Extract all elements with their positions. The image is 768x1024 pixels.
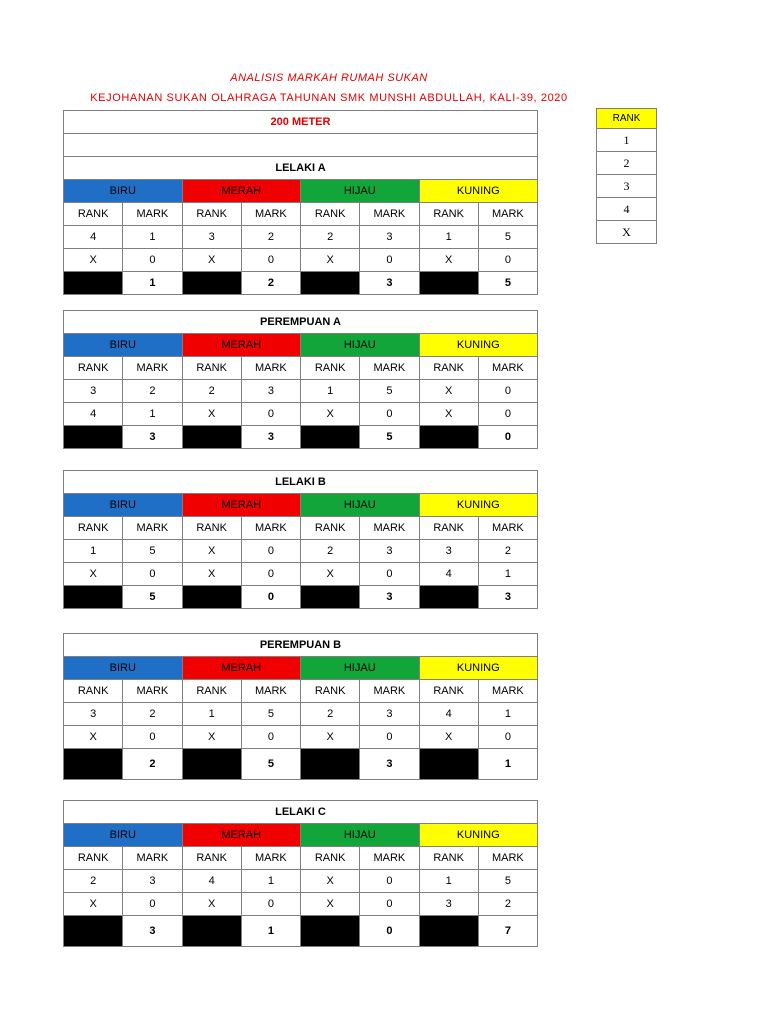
house-header-merah: MERAH <box>182 334 301 357</box>
mark-column-header: MARK <box>123 517 182 540</box>
rank-cell: X <box>182 540 241 563</box>
total-spacer <box>419 272 478 295</box>
mark-column-header: MARK <box>123 847 182 870</box>
rank-column-header: RANK <box>301 847 360 870</box>
rank-legend-table <box>596 108 657 244</box>
total-hijau: 3 <box>360 272 419 295</box>
rank-column-header: RANK <box>182 517 241 540</box>
rank-cell: 2 <box>182 380 241 403</box>
mark-cell: 0 <box>360 403 419 426</box>
mark-column-header: MARK <box>241 847 300 870</box>
mark-cell: 1 <box>123 226 182 249</box>
total-merah: 2 <box>241 272 300 295</box>
rank-cell: X <box>419 726 478 749</box>
house-header-kuning: KUNING <box>419 180 538 203</box>
rank-legend-item: 1 <box>597 129 657 152</box>
house-header-hijau: HIJAU <box>301 494 420 517</box>
house-header-kuning: KUNING <box>419 494 538 517</box>
house-header-kuning: KUNING <box>419 824 538 847</box>
rank-column-header: RANK <box>301 680 360 703</box>
table-row <box>64 226 538 249</box>
mark-cell: 2 <box>478 893 537 916</box>
mark-cell: 5 <box>360 380 419 403</box>
mark-column-header: MARK <box>360 847 419 870</box>
section-sheet <box>63 110 538 295</box>
house-header-biru: BIRU <box>64 657 183 680</box>
rank-cell: 4 <box>419 563 478 586</box>
mark-cell: 5 <box>478 226 537 249</box>
rank-cell: 2 <box>64 870 123 893</box>
rank-cell: X <box>64 893 123 916</box>
rank-column-header: RANK <box>419 847 478 870</box>
house-header-merah: MERAH <box>182 180 301 203</box>
mark-column-header: MARK <box>241 680 300 703</box>
mark-cell: 0 <box>360 249 419 272</box>
mark-cell: 3 <box>360 226 419 249</box>
house-header-biru: BIRU <box>64 180 183 203</box>
category-title: LELAKI A <box>64 157 538 180</box>
rank-cell: 4 <box>64 403 123 426</box>
section-sheet <box>63 470 538 609</box>
total-kuning: 5 <box>478 272 537 295</box>
total-spacer <box>182 916 241 947</box>
mark-column-header: MARK <box>241 203 300 226</box>
mark-cell: 0 <box>360 563 419 586</box>
mark-cell: 0 <box>360 870 419 893</box>
mark-cell: 2 <box>123 380 182 403</box>
table-row <box>64 893 538 916</box>
table-row <box>64 380 538 403</box>
mark-cell: 0 <box>478 249 537 272</box>
mark-column-header: MARK <box>478 517 537 540</box>
total-spacer <box>64 749 123 780</box>
mark-cell: 0 <box>123 726 182 749</box>
mark-column-header: MARK <box>123 680 182 703</box>
mark-column-header: MARK <box>241 517 300 540</box>
table-row <box>64 540 538 563</box>
total-spacer <box>419 749 478 780</box>
mark-cell: 1 <box>478 703 537 726</box>
rank-cell: 3 <box>419 893 478 916</box>
section-sheet <box>63 310 538 449</box>
mark-column-header: MARK <box>478 357 537 380</box>
category-title: LELAKI C <box>64 801 538 824</box>
rank-cell: X <box>64 249 123 272</box>
total-merah: 1 <box>241 916 300 947</box>
rank-cell: 2 <box>301 540 360 563</box>
house-header-hijau: HIJAU <box>301 334 420 357</box>
house-header-kuning: KUNING <box>419 334 538 357</box>
house-header-biru: BIRU <box>64 494 183 517</box>
mark-cell: 5 <box>123 540 182 563</box>
mark-cell: 3 <box>241 380 300 403</box>
total-spacer <box>64 426 123 449</box>
rank-column-header: RANK <box>64 203 123 226</box>
rank-cell: X <box>301 726 360 749</box>
mark-column-header: MARK <box>360 517 419 540</box>
rank-cell: 4 <box>182 870 241 893</box>
section-table <box>63 110 538 295</box>
total-spacer <box>301 426 360 449</box>
mark-cell: 0 <box>360 726 419 749</box>
rank-column-header: RANK <box>301 517 360 540</box>
total-kuning: 1 <box>478 749 537 780</box>
mark-column-header: MARK <box>360 357 419 380</box>
rank-cell: 1 <box>64 540 123 563</box>
category-title: PEREMPUAN B <box>64 634 538 657</box>
rank-cell: X <box>301 249 360 272</box>
rank-column-header: RANK <box>64 357 123 380</box>
total-merah: 3 <box>241 426 300 449</box>
total-biru: 3 <box>123 426 182 449</box>
mark-cell: 0 <box>478 380 537 403</box>
mark-cell: 0 <box>241 540 300 563</box>
rank-legend-item: 2 <box>597 152 657 175</box>
mark-column-header: MARK <box>360 680 419 703</box>
total-hijau: 5 <box>360 426 419 449</box>
rank-cell: 3 <box>64 380 123 403</box>
mark-cell: 0 <box>241 893 300 916</box>
total-spacer <box>419 426 478 449</box>
report-subtitle: KEJOHANAN SUKAN OLAHRAGA TAHUNAN SMK MUNSHI ABDULLAH, KALI-39, 2020 <box>90 92 568 104</box>
rank-legend-header: RANK <box>597 109 657 129</box>
rank-cell: X <box>64 726 123 749</box>
rank-column-header: RANK <box>64 517 123 540</box>
total-biru: 2 <box>123 749 182 780</box>
total-spacer <box>182 749 241 780</box>
total-spacer <box>64 916 123 947</box>
rank-cell: X <box>182 249 241 272</box>
total-spacer <box>64 272 123 295</box>
category-title: LELAKI B <box>64 471 538 494</box>
rank-column-header: RANK <box>301 203 360 226</box>
total-kuning: 7 <box>478 916 537 947</box>
mark-column-header: MARK <box>241 357 300 380</box>
mark-cell: 1 <box>123 403 182 426</box>
rank-column-header: RANK <box>419 357 478 380</box>
table-row <box>64 249 538 272</box>
rank-column-header: RANK <box>64 847 123 870</box>
mark-cell: 3 <box>360 703 419 726</box>
blank-row <box>64 134 538 157</box>
total-hijau: 3 <box>360 749 419 780</box>
rank-cell: X <box>301 893 360 916</box>
total-spacer <box>64 586 123 609</box>
mark-cell: 2 <box>241 226 300 249</box>
mark-column-header: MARK <box>478 203 537 226</box>
table-row <box>64 403 538 426</box>
total-hijau: 3 <box>360 586 419 609</box>
mark-cell: 0 <box>360 893 419 916</box>
rank-cell: 3 <box>419 540 478 563</box>
mark-cell: 1 <box>478 563 537 586</box>
rank-cell: 1 <box>419 226 478 249</box>
rank-column-header: RANK <box>182 847 241 870</box>
mark-column-header: MARK <box>123 357 182 380</box>
total-merah: 5 <box>241 749 300 780</box>
house-header-merah: MERAH <box>182 824 301 847</box>
mark-column-header: MARK <box>123 203 182 226</box>
mark-column-header: MARK <box>478 847 537 870</box>
table-row <box>64 726 538 749</box>
total-spacer <box>419 586 478 609</box>
total-merah: 0 <box>241 586 300 609</box>
rank-cell: 1 <box>182 703 241 726</box>
mark-cell: 5 <box>241 703 300 726</box>
rank-cell: 1 <box>419 870 478 893</box>
rank-cell: X <box>182 563 241 586</box>
rank-column-header: RANK <box>182 680 241 703</box>
rank-cell: X <box>301 563 360 586</box>
rank-column-header: RANK <box>64 680 123 703</box>
section-table <box>63 310 538 449</box>
mark-cell: 0 <box>478 403 537 426</box>
mark-cell: 0 <box>241 249 300 272</box>
mark-cell: 1 <box>241 870 300 893</box>
total-spacer <box>182 426 241 449</box>
total-biru: 5 <box>123 586 182 609</box>
rank-cell: X <box>419 380 478 403</box>
rank-cell: X <box>182 726 241 749</box>
table-row <box>64 870 538 893</box>
rank-cell: X <box>64 563 123 586</box>
rank-cell: X <box>301 403 360 426</box>
total-kuning: 3 <box>478 586 537 609</box>
mark-cell: 2 <box>478 540 537 563</box>
mark-cell: 0 <box>241 563 300 586</box>
section-table <box>63 633 538 780</box>
total-spacer <box>301 916 360 947</box>
house-header-biru: BIRU <box>64 824 183 847</box>
table-row <box>64 703 538 726</box>
rank-cell: 4 <box>64 226 123 249</box>
section-sheet <box>63 800 538 947</box>
house-header-hijau: HIJAU <box>301 824 420 847</box>
rank-cell: X <box>419 403 478 426</box>
rank-column-header: RANK <box>419 203 478 226</box>
mark-cell: 3 <box>123 870 182 893</box>
total-spacer <box>182 586 241 609</box>
total-hijau: 0 <box>360 916 419 947</box>
total-kuning: 0 <box>478 426 537 449</box>
total-spacer <box>419 916 478 947</box>
mark-cell: 2 <box>123 703 182 726</box>
mark-column-header: MARK <box>478 680 537 703</box>
house-header-hijau: HIJAU <box>301 657 420 680</box>
house-header-biru: BIRU <box>64 334 183 357</box>
rank-cell: 3 <box>64 703 123 726</box>
rank-cell: X <box>182 893 241 916</box>
rank-cell: X <box>419 249 478 272</box>
rank-cell: 2 <box>301 703 360 726</box>
mark-cell: 0 <box>241 726 300 749</box>
rank-legend-item: X <box>597 221 657 244</box>
rank-column-header: RANK <box>182 357 241 380</box>
house-header-merah: MERAH <box>182 494 301 517</box>
category-title: PEREMPUAN A <box>64 311 538 334</box>
table-row <box>64 563 538 586</box>
mark-cell: 0 <box>123 563 182 586</box>
rank-column-header: RANK <box>419 680 478 703</box>
mark-cell: 5 <box>478 870 537 893</box>
total-biru: 1 <box>123 272 182 295</box>
report-title: ANALISIS MARKAH RUMAH SUKAN <box>230 72 428 84</box>
section-table <box>63 800 538 947</box>
rank-legend-item: 4 <box>597 198 657 221</box>
house-header-merah: MERAH <box>182 657 301 680</box>
rank-column-header: RANK <box>419 517 478 540</box>
mark-cell: 0 <box>123 249 182 272</box>
mark-column-header: MARK <box>360 203 419 226</box>
total-spacer <box>301 749 360 780</box>
total-spacer <box>182 272 241 295</box>
total-spacer <box>301 272 360 295</box>
house-header-hijau: HIJAU <box>301 180 420 203</box>
rank-cell: X <box>182 403 241 426</box>
house-header-kuning: KUNING <box>419 657 538 680</box>
rank-column-header: RANK <box>301 357 360 380</box>
total-spacer <box>301 586 360 609</box>
rank-cell: 4 <box>419 703 478 726</box>
rank-cell: 2 <box>301 226 360 249</box>
section-table <box>63 470 538 609</box>
event-title: 200 METER <box>64 111 538 134</box>
mark-cell: 0 <box>478 726 537 749</box>
rank-legend-item: 3 <box>597 175 657 198</box>
mark-cell: 0 <box>241 403 300 426</box>
section-sheet <box>63 633 538 780</box>
total-biru: 3 <box>123 916 182 947</box>
rank-cell: 3 <box>182 226 241 249</box>
rank-cell: 1 <box>301 380 360 403</box>
rank-column-header: RANK <box>182 203 241 226</box>
rank-cell: X <box>301 870 360 893</box>
mark-cell: 0 <box>123 893 182 916</box>
mark-cell: 3 <box>360 540 419 563</box>
rank-legend <box>596 108 657 244</box>
